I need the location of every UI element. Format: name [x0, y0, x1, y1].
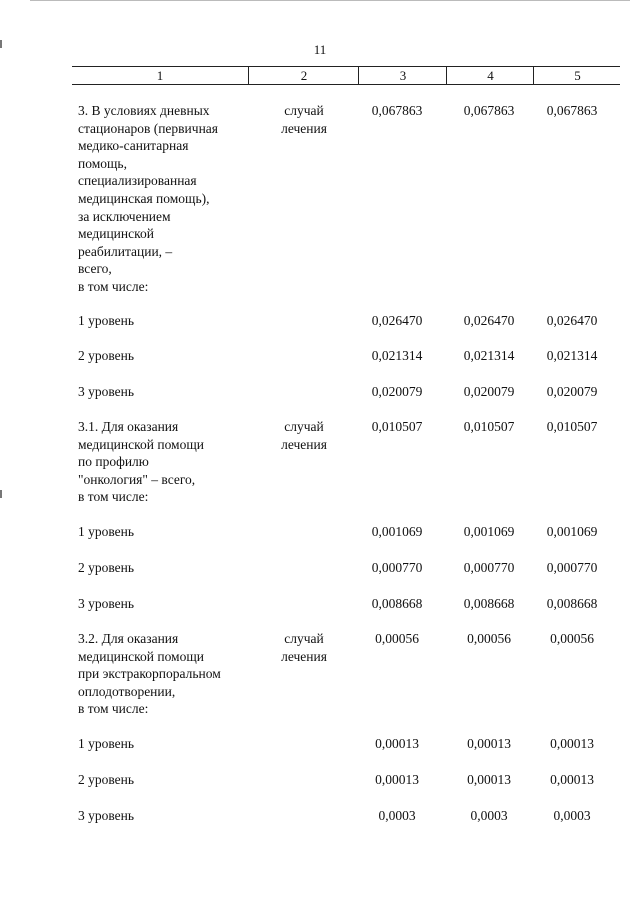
value-cell-col5: 0,008668 [546, 596, 598, 611]
row-label [78, 630, 258, 718]
value-cell-col4: 0,00013 [467, 736, 511, 751]
column-header-2: 2 [248, 67, 359, 84]
row-label-line: в том числе: [78, 278, 149, 294]
value-cell-col5: 0,010507 [546, 419, 598, 434]
value-cell-col5: 0,001069 [546, 524, 598, 539]
row-label [78, 735, 258, 753]
row-label-line: медицинской [78, 226, 154, 242]
scan-edge-mark [0, 490, 2, 498]
row-label-line: медицинской помощи [78, 648, 204, 664]
value-cell-col4: 0,021314 [463, 348, 515, 363]
row-label-line: медико-санитарная [78, 138, 189, 154]
row-label-line: 3.2. Для оказания [78, 631, 179, 646]
value-cell-col5: 0,067863 [546, 103, 598, 118]
value-cell-col3: 0,001069 [371, 524, 423, 539]
row-label [78, 771, 258, 789]
value-cell-col5: 0,00013 [550, 736, 594, 751]
row-unit [264, 102, 344, 137]
row-label [78, 383, 258, 401]
row-label-line: 1 уровень [78, 736, 135, 751]
value-cell-col3: 0,000770 [371, 560, 423, 575]
row-label-line: при экстракорпоральном [78, 666, 221, 682]
value-cell-col3: 0,00013 [375, 736, 419, 751]
value-cell-col3: 0,00013 [375, 772, 419, 787]
value-cell-col3: 0,026470 [371, 313, 423, 328]
row-label [78, 559, 258, 577]
column-header-4: 4 [446, 67, 534, 84]
value-cell-col4: 0,026470 [463, 313, 515, 328]
row-unit-line: случай [284, 631, 324, 646]
value-cell-col3: 0,021314 [371, 348, 423, 363]
column-header-3: 3 [358, 67, 447, 84]
value-cell-col4: 0,067863 [463, 103, 515, 118]
value-cell-col3: 0,020079 [371, 384, 423, 399]
value-cell-col3: 0,067863 [371, 103, 423, 118]
row-unit-line: лечения [281, 120, 327, 136]
value-cell-col5: 0,020079 [546, 384, 598, 399]
row-unit-line: лечения [281, 436, 327, 452]
row-label-line: 3 уровень [78, 384, 135, 399]
value-cell-col5: 0,026470 [546, 313, 598, 328]
row-label-line: 2 уровень [78, 772, 135, 787]
row-label [78, 418, 258, 506]
row-label-line: в том числе: [78, 701, 149, 717]
row-label-line: 2 уровень [78, 348, 135, 363]
row-label-line: "онкология" – всего, [78, 471, 196, 487]
value-cell-col4: 0,000770 [463, 560, 515, 575]
value-cell-col4: 0,00056 [467, 631, 511, 646]
row-label-line: 3 уровень [78, 596, 135, 611]
row-label-line: стационаров (первичная [78, 120, 218, 136]
row-label-line: по профилю [78, 454, 149, 470]
value-cell-col4: 0,010507 [463, 419, 515, 434]
row-label-line: 1 уровень [78, 524, 135, 539]
row-label [78, 595, 258, 613]
value-cell-col5: 0,00013 [550, 772, 594, 787]
row-label-line: в том числе: [78, 489, 149, 505]
value-cell-col5: 0,021314 [546, 348, 598, 363]
value-cell-col3: 0,010507 [371, 419, 423, 434]
row-label-line: оплодотворении, [78, 683, 176, 699]
value-cell-col4: 0,001069 [463, 524, 515, 539]
scan-top-border [30, 0, 630, 1]
row-label-line: за исключением [78, 208, 171, 224]
table-header [72, 66, 620, 85]
row-label-line: помощь, [78, 155, 127, 171]
row-unit-line: случай [284, 103, 324, 118]
column-header-1: 1 [156, 68, 164, 83]
row-label [78, 312, 258, 330]
row-unit-line: лечения [281, 648, 327, 664]
row-label-line: всего, [78, 261, 112, 277]
row-label-line: медицинской помощи [78, 436, 204, 452]
row-label-line: 2 уровень [78, 560, 135, 575]
column-header-5: 5 [533, 67, 621, 84]
value-cell-col3: 0,008668 [371, 596, 423, 611]
value-cell-col4: 0,020079 [463, 384, 515, 399]
page-number: 11 [313, 42, 327, 57]
row-unit [264, 418, 344, 453]
row-label [78, 102, 258, 296]
value-cell-col5: 0,00056 [550, 631, 594, 646]
row-label-line: 3.1. Для оказания [78, 419, 179, 434]
row-unit-line: случай [284, 419, 324, 434]
row-label [78, 523, 258, 541]
row-unit [264, 630, 344, 665]
value-cell-col4: 0,0003 [470, 808, 508, 823]
value-cell-col4: 0,008668 [463, 596, 515, 611]
row-label-line: специализированная [78, 173, 197, 189]
value-cell-col3: 0,00056 [375, 631, 419, 646]
value-cell-col4: 0,00013 [467, 772, 511, 787]
value-cell-col5: 0,000770 [546, 560, 598, 575]
row-label-line: 1 уровень [78, 313, 135, 328]
value-cell-col5: 0,0003 [553, 808, 591, 823]
row-label-line: 3. В условиях дневных [78, 103, 210, 118]
row-label [78, 347, 258, 365]
row-label-line: медицинская помощь), [78, 190, 210, 206]
row-label-line: реабилитации, – [78, 243, 173, 259]
row-label-line: 3 уровень [78, 808, 135, 823]
value-cell-col3: 0,0003 [378, 808, 416, 823]
row-label [78, 807, 258, 825]
